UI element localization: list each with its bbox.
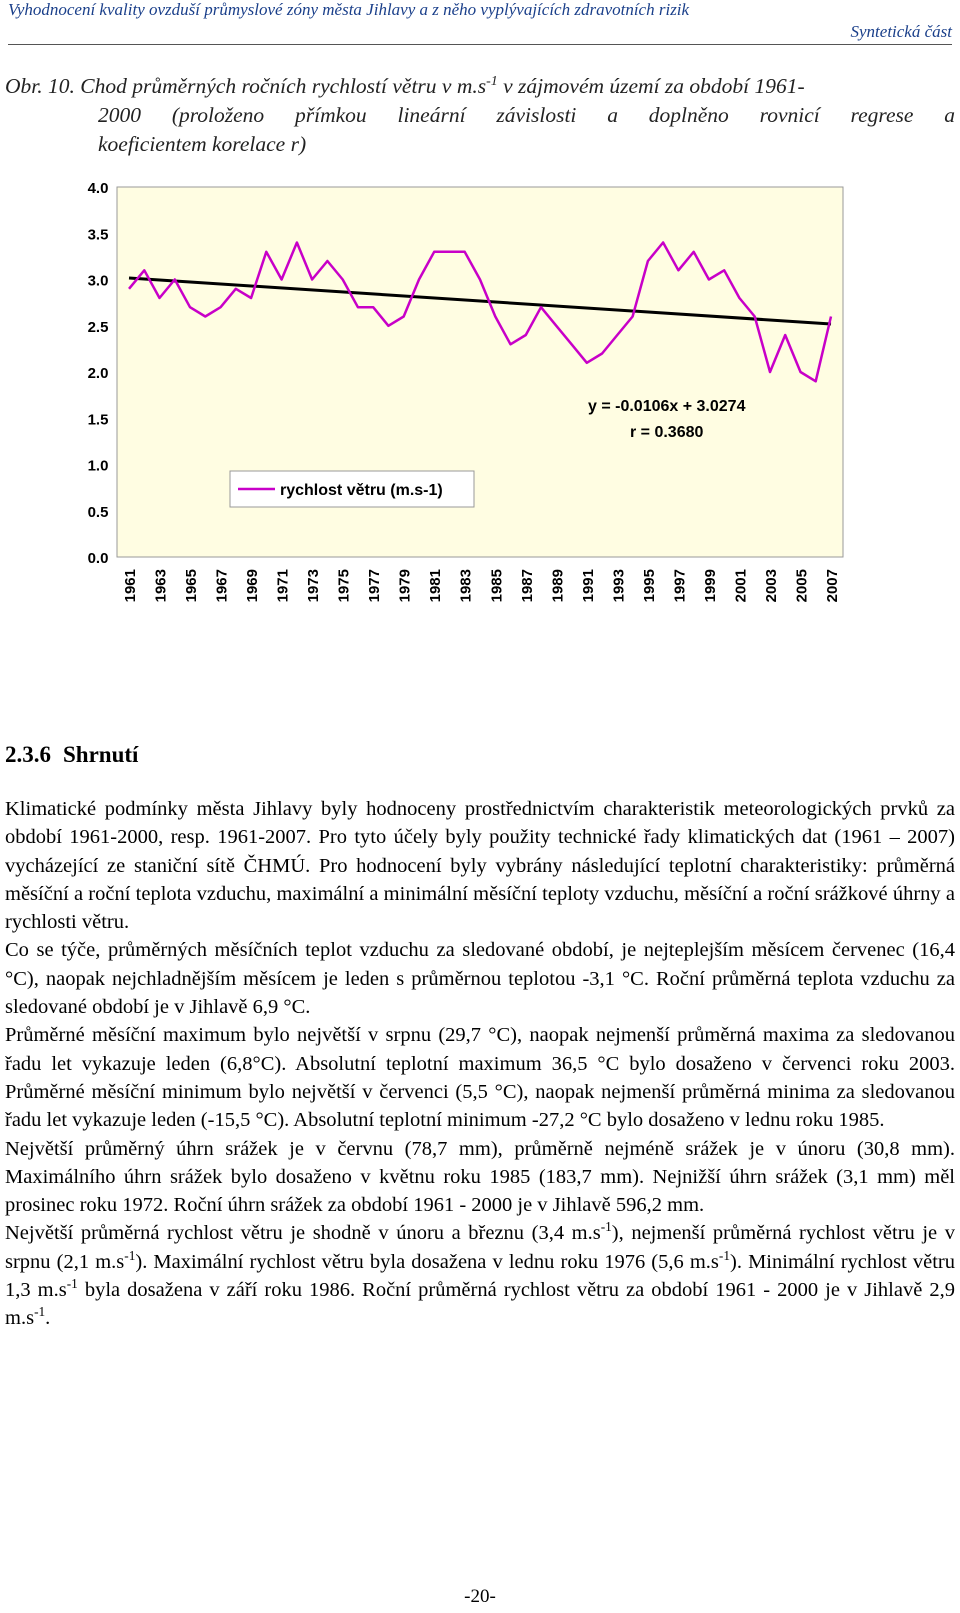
y-tick-label: 3.0 [87,272,109,290]
paragraph: Klimatické podmínky města Jihlavy byly hodnoceny prostřednictvím charakteristik meteorologických prvků za období 1961-2000, resp. 1961-2007. Pro tyto účely byly použity technické řady klimatických dat (1961 – 2007) vycházející ze staniční sítě ČHMÚ. Pro hodnocení byly vybrány následující teplotní charakteristiky: průměrná měsíční a roční teplota vzduchu, maximální a minimální měsíční teploty vzduchu, měsíční a roční srážkové úhrny a rychlosti větru. [5,798,955,934]
x-tick-label: 1995 [640,569,658,603]
x-tick-label: 1997 [671,569,689,603]
document-header-title: Vyhodnocení kvality ovzduší průmyslové zóny města Jihlavy a z něho vyplývajících zdravotních rizik [8,0,690,19]
x-tick-label: 1973 [305,569,323,603]
correlation-coefficient: r = 0.3680 [630,424,704,441]
y-tick-label: 1.0 [87,457,109,475]
figure-caption [5,72,955,159]
x-tick-label: 2001 [732,569,750,603]
p5-text-b: ), nejmenší průměrná rychlost větru je v srpnu (2,1 m.s [5,1222,955,1273]
caption-text-b: v zájmovém území za období 1961- [497,74,805,98]
p5-sup: -1 [34,1304,46,1320]
x-tick-label: 1983 [457,569,475,603]
p5-text-f: . [45,1307,51,1330]
x-tick-label: 2005 [793,569,811,603]
y-tick-label: 4.0 [87,180,109,197]
y-tick-label: 1.5 [87,411,109,429]
body-text [5,795,955,1333]
p5-text-e: byla dosažena v září roku 1986. Roční průměrná rychlost větru za období 1961 - 2000 je v Jihlavě 2,9 m.s [5,1279,955,1330]
x-tick-label: 1993 [610,569,628,603]
legend-label: rychlost větru (m.s-1) [280,482,443,499]
x-tick-label: 1961 [122,569,139,603]
caption-text-a: Chod průměrných ročních rychlostí větru v m.s [80,74,487,98]
section-title: Shrnutí [63,742,139,767]
p5-text-a: Největší průměrná rychlost větru je shodně v únoru a březnu (3,4 m.s [5,1222,601,1245]
x-tick-label: 1969 [244,569,262,603]
document-header-subtitle: Syntetická část [850,22,952,41]
x-tick-label: 1977 [366,569,384,603]
p5-text-c: ). Maximální rychlost větru byla dosažena v lednu roku 1976 (5,6 m.s [135,1250,719,1273]
x-tick-label: 2007 [824,569,841,603]
x-tick-label: 1963 [152,569,170,603]
x-tick-label: 1971 [274,569,292,603]
p5-sup: -1 [66,1276,78,1292]
caption-label: Obr. 10. [5,74,75,98]
x-tick-label: 1991 [579,569,597,603]
paragraph [5,1219,955,1332]
wind-speed-chart [0,175,960,640]
x-axis [122,569,841,602]
x-tick-label: 1985 [488,569,506,603]
caption-line-3: koeficientem korelace r) [98,132,307,156]
paragraph: Co se týče, průměrných měsíčních teplot vzduchu za sledované období, je nejteplejším měsícem červenec (16,4 °C), naopak nejchladnějším měsícem je leden s průměrnou teplotou -3,1 °C. Roční průměrná teplota vzduchu za sledované období je v Jihlavě 6,9 °C. [5,939,955,1019]
header-divider [8,44,952,45]
x-tick-label: 1989 [549,569,567,603]
section-number: 2.3.6 [5,742,51,767]
p5-sup: -1 [718,1247,731,1263]
x-tick-label: 1987 [518,569,536,603]
caption-line-2: 2000 (proloženo přímkou lineární závislosti a doplněno rovnicí regrese a [98,103,955,127]
p5-text-d: ). Minimální rychlost větru 1,3 m.s [5,1250,956,1302]
paragraph: Průměrné měsíční maximum bylo největší v srpnu (29,7 °C), naopak nejmenší průměrná maxima za sledovanou řadu let vykazuje leden (6,8°C). Absolutní teplotní maximum 36,5 °C bylo dosaženo v červenci roku 2003. Průměrné měsíční minimum bylo největší v červenci (5,5 °C), naopak nejmenší průměrná minima za sledovanou řadu let vykazuje leden (-15,5 °C). Absolutní teplotní minimum -27,2 °C bylo dosaženo v lednu roku 1985. [5,1024,955,1132]
x-tick-label: 1967 [213,569,231,603]
x-tick-label: 1965 [183,569,201,603]
y-tick-label: 0.0 [87,550,109,567]
y-axis [88,180,109,567]
p5-sup: -1 [600,1219,612,1235]
section-heading [5,742,150,768]
y-tick-label: 2.0 [87,365,109,382]
caption-sup: -1 [486,73,498,89]
page-number: -20- [464,1586,496,1607]
y-tick-label: 3.5 [87,226,109,244]
x-tick-label: 1981 [427,569,445,603]
x-tick-label: 1975 [335,569,353,603]
caption-line-1 [5,72,955,101]
x-tick-label: 1979 [396,569,414,603]
paragraph: Největší průměrný úhrn srážek je v červnu (78,7 mm), průměrně nejméně srážek je v únoru (30,8 mm). Maximálního úhrn srážek bylo dosaženo v květnu roku 1985 (183,7 mm). Nejnižší úhrn srážek (3,1 mm) měl prosinec roku 1972. Roční úhrn srážek za období 1961 - 2000 je v Jihlavě 596,2 mm. [5,1137,955,1217]
plot-area [117,187,843,557]
x-tick-label: 1999 [701,569,719,603]
y-tick-label: 0.5 [87,503,109,521]
y-tick-label: 2.5 [87,318,109,336]
p5-sup: -1 [124,1247,136,1263]
regression-equation: y = -0.0106x + 3.0274 [588,398,746,415]
x-tick-label: 2003 [762,569,780,603]
